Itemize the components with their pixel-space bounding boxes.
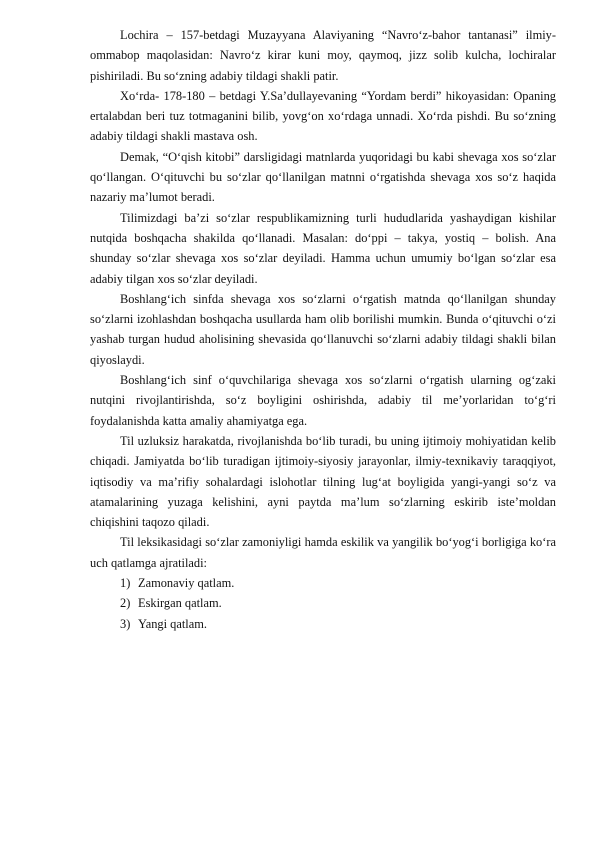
list-item-number: 3) bbox=[120, 616, 131, 631]
document-page bbox=[90, 25, 556, 634]
layers-list bbox=[90, 573, 556, 634]
paragraph-tilimizdagi: Tilimizdagi ba’zi so‘zlar respublikamizning turli hududlarida yashaydigan kishilar nutqida boshqacha shakilda qo‘llanadi. Masalan: do‘ppi – takya, yostiq – bolish. Ana shunday so‘zlar shevaga xos so‘zlar deyiladi. Hamma uchun umumiy bo‘lgan so‘zlar esa adabiy tilgan xos so‘zlar deyiladi. bbox=[90, 210, 556, 286]
list-item-text: Zamonaviy qatlam. bbox=[138, 576, 235, 591]
paragraph-til-leksikasi: Til leksikasidagi so‘zlar zamoniyligi hamda eskilik va yangilik bo‘yog‘i borligiga ko‘ra uch qatlamga ajratiladi: bbox=[90, 535, 556, 570]
paragraph-xorda: Xo‘rda- 178-180 – betdagi Y.Sa’dullayevaning “Yordam berdi” hikoyasidan: Opaning ertalabdan beri tuz totmaganini bilib, yovg‘on xo‘rdaga unnadi. Xo‘rda pishdi. Bu so‘zning adabiy tildagi shakli mastava osh. bbox=[90, 88, 556, 144]
list-item-text: Yangi qatlam. bbox=[138, 616, 207, 631]
list-item-text: Eskirgan qatlam. bbox=[138, 596, 222, 611]
paragraph-boshlangich-2: Boshlang‘ich sinf o‘quvchilariga shevaga xos so‘zlarni o‘rgatish ularning og‘zaki nutqini rivojlantirishda, so‘z boyligini oshirishda, adabiy til me’yorlaridan to‘g‘ri foydalanishda katta amaliy ahamiyatga ega. bbox=[90, 373, 556, 428]
list-item bbox=[90, 573, 556, 593]
paragraph-til-uzluksiz: Til uzluksiz harakatda, rivojlanishda bo‘lib turadi, bu uning ijtimoiy mohiyatidan kelib chiqadi. Jamiyatda bo‘lib turadigan ijtimoiy-siyosiy jarayonlar, ilmiy-texnikaviy taraqqiyot, iqtisodiy va ma’rifiy sohalardagi islohotlar tilning lug‘at boyligida yangi-yangi so‘z va atamalarining yuzaga kelishini, ayni paytda ma’lum so‘zlarning eskirib iste’moldan chiqishini taqozo qiladi. bbox=[90, 433, 556, 530]
list-item bbox=[90, 593, 556, 613]
list-item-number: 2) bbox=[120, 596, 131, 611]
paragraph-demak: Demak, “O‘qish kitobi” darsligidagi matnlarda yuqoridagi bu kabi shevaga xos so‘zlar qo‘llangan. O‘qituvchi bu so‘zlar qo‘llanilgan matnni o‘rgatishda shevaga xos so‘z haqida nazariy ma’lumot beradi. bbox=[90, 149, 556, 205]
list-item-number: 1) bbox=[120, 576, 131, 591]
list-item bbox=[90, 614, 556, 634]
paragraph-lochira: Lochira – 157-betdagi Muzayyana Alaviyaning “Navro‘z-bahor tantanasi” ilmiy-ommabop maqolasidan: Navro‘z kirar kuni moy, qaymoq, jizz solib kulcha, lochiralar pishiriladi. Bu so‘zning adabiy tildagi shakli patir. bbox=[90, 28, 556, 83]
paragraph-boshlangich-1: Boshlang‘ich sinfda shevaga xos so‘zlarni o‘rgatish matnda qo‘llanilgan shunday so‘zlarni izohlashdan boshqacha usullarda ham olib borilishi mumkin. Bunda o‘qituvchi o‘zi yashab turgan hudud aholisining shevasida qo‘llanuvchi so‘zlarni adabiy tildagi shakli bilan qiyoslaydi. bbox=[90, 291, 556, 367]
